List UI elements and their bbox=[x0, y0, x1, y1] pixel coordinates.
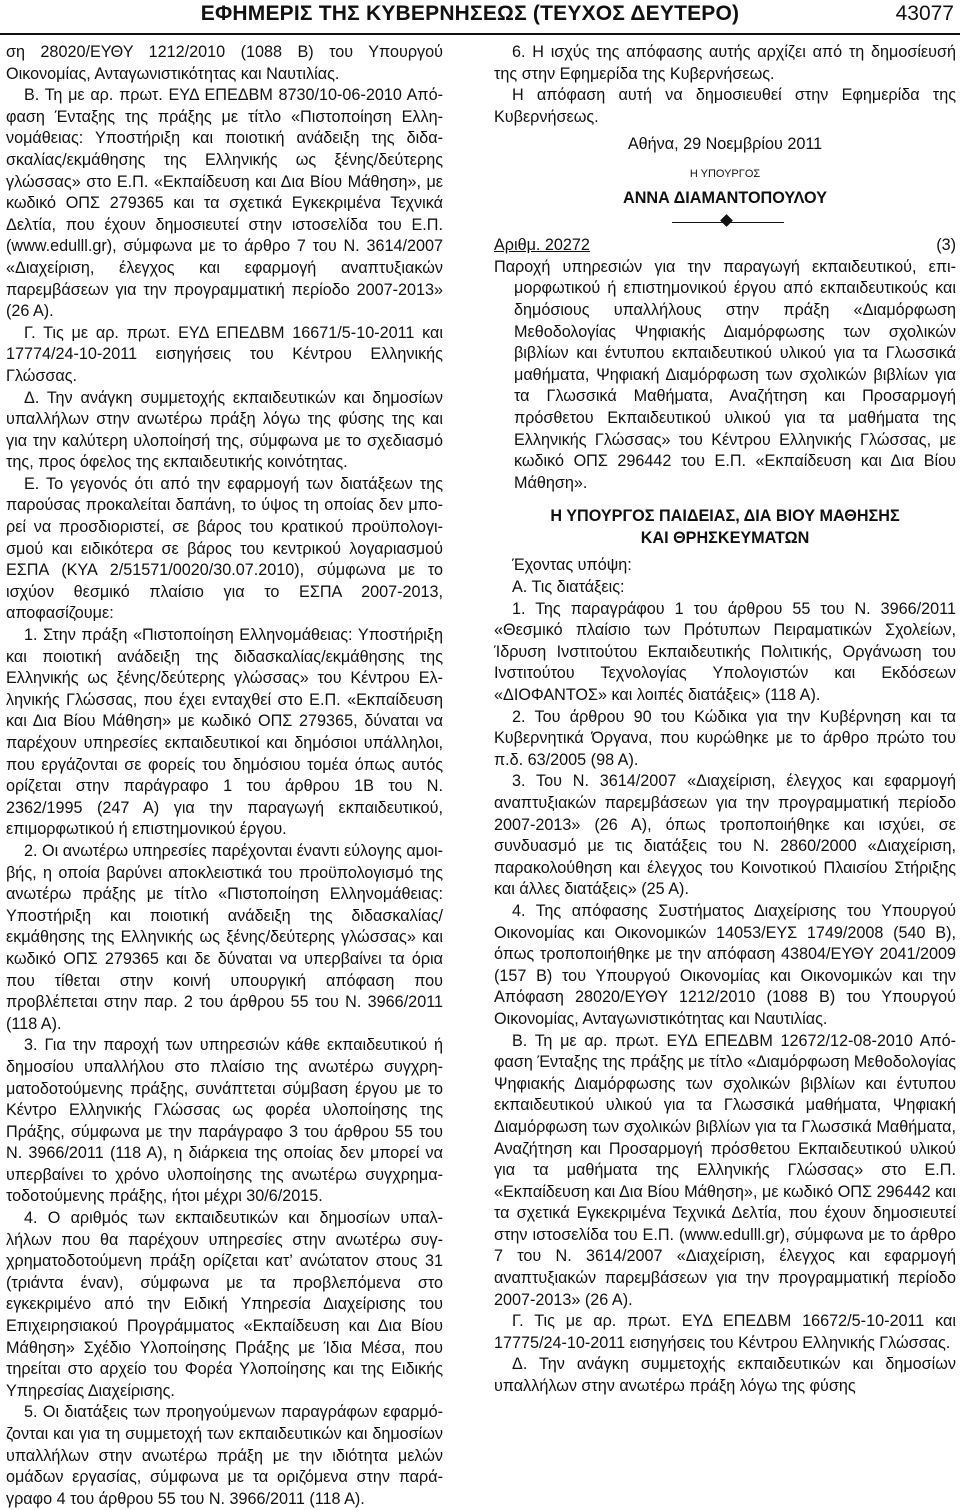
decision-ref: (3) bbox=[936, 236, 956, 255]
paragraph-1: 1. Στην πράξη «Πιστοποίηση Ελληνομάθειας: Υποστήριξη και ποιοτική ανάδειξη της διδασκαλίας/εκμάθησης της Ελληνικής ως ξένης/δεύτερης γλώσσας» του Κέντρου Ελληνικής Γλώσσας, που έχει ενταχθεί στο Ε.Π. «Εκπαίδευση και Δια Βίου Μάθηση» με κωδικό ΟΠΣ 279365, δύναται να παρέχουν υπηρεσίες εκπαιδευτικοί και δημόσιοι υπάλληλοι, που εργάζονται σε φορείς του δημόσιου τομέα όπως αυτός ορίζεται στην παράγραφο 1 του άρθρου 1Β του Ν. 2362/1995 (247 Α) για την παραγωγή εκπαιδευτικού, επιμορφωτικού ή επιστημονικού έργου. bbox=[6, 626, 443, 839]
paragraph-continuation: ση 28020/ΕΥΘΥ 1212/2010 (1088 Β) του Υπουργού Οικονομίας, Ανταγωνιστικότητας και Ναυτιλίας. bbox=[6, 43, 443, 83]
signature-name: ΑΝΝΑ ΔΙΑΜΑΝΤΟΠΟΥΛΟΥ bbox=[623, 188, 827, 207]
section-divider bbox=[494, 211, 956, 233]
decision-title: Παροχή υπηρεσιών για την παραγωγή εκπαιδευτικού, επιμορφωτικού ή επιστημονικού έργου από εκπαιδευτικούς και δημόσιους υπαλλήλους στην πράξη «Διαμόρφωση Μεθοδολογίας Ψηφιακής Διαμόρφωσης των σχολικών βιβλίων και έντυπου εκπαιδευτικού υλικού για τα Γλωσσικά μαθήματα, Ψηφιακή Διαμόρφωση των σχολικών βιβλίων για τα Γλωσσικά Μαθήματα, Αναζήτηση και Προσαρμογή πρόσθετου Εκπαιδευτικού υλικού για τα μαθήματα της Ελληνικής Γλώσσας» του Κέντρου Ελληνικής Γλώσσας, με κωδικό ΟΠΣ 296442 του Ε.Π. «Εκπαίδευση και Δια Βίου Μάθηση». bbox=[494, 257, 956, 492]
provisions-a: Α. Τις διατάξεις: bbox=[512, 578, 625, 597]
signature-place-date: Αθήνα, 29 Νοεμβρίου 2011 bbox=[627, 135, 823, 154]
divider-diamond-icon bbox=[720, 214, 733, 227]
having-regard: Έχοντας υπόψη: bbox=[512, 556, 632, 575]
gazette-title: ΕΦΗΜΕΡΙΣ ΤΗΣ ΚΥΒΕΡΝΗΣΕΩΣ (ΤΕΥΧΟΣ ΔΕΥΤΕΡΟ) bbox=[200, 2, 740, 25]
decision-header bbox=[494, 235, 956, 257]
paragraph-c: Γ. Τις με αρ. πρωτ. ΕΥΔ ΕΠΕΔΒΜ 16671/5-10-2011 και 17774/24-10-2011 εισηγήσεις του Κέντρου Ελληνικής Γλώσσας. bbox=[6, 323, 443, 385]
provision-2: 2. Του άρθρου 90 του Κώδικα για την Κυβέρνηση και τα Κυβερνητικά Όργανα, που κυρώθηκε με το άρθρο πρώτο του π.δ. 63/2005 (98 Α). bbox=[494, 707, 956, 769]
decision-number: Αριθμ. 20272 bbox=[494, 236, 590, 255]
paragraph-4: 4. Ο αριθμός των εκπαιδευτικών και δημοσίων υπαλλήλων που θα παρέχουν υπηρεσίες στην ανωτέρω συγχρηματοδοτούμενη πράξη ορίζεται κατ’ ανώτατον στους 31 (τριάντα έναν), σύμφωνα με τα προβλεπόμενα στο εγκεκριμένο από την Ειδική Υπηρεσία Διαχείρισης του Επιχειρησιακού Προγράμματος «Εκπαίδευση και Δια Βίου Μάθηση» Σχέδιο Υλοποίησης Πράξης με Ίδια Μέσα, που τηρείται στο αρχείο του Φορέα Υλοποίησης και της Ειδικής Υπηρεσίας Διαχείρισης. bbox=[6, 1209, 443, 1400]
paragraph-2: 2. Οι ανωτέρω υπηρεσίες παρέχονται έναντι εύλογης αμοιβής, η οποία βαρύνει αποκλειστικά του προϋπολογισμό της ανωτέρω πράξης με τίτλο «Πιστοποίηση Ελληνομάθειας: Υποστήριξη και ποιοτική ανάδειξη της διδασκαλίας/εκμάθησης της Ελληνικής ως ξένης/δεύτερης γλώσσας» και κωδικό ΟΠΣ 279365 και δε δύναται να υπερβαίνει τα όρια που τίθεται στην κοινή υπουργική απόφαση που προβλέπεται στην παρ. 2 του άρθρου 55 του Ν. 3966/2011 (118 Α). bbox=[6, 841, 443, 1033]
paragraph-d-right: Δ. Την ανάγκη συμμετοχής εκπαιδευτικών και δημοσίων υπαλλήλων στην ανωτέρω πράξη λόγω της φύσης bbox=[494, 1355, 956, 1396]
signature-role: Η ΥΠΟΥΡΓΟΣ bbox=[689, 167, 761, 180]
paragraph-d: Δ. Την ανάγκη συμμετοχής εκπαιδευτικών και δημοσίων υπαλλήλων στην ανωτέρω πράξη λόγω της φύσης της και για την καλύτερη υλοποίησή της, σύμφωνα με το σχεδιασμό της, προς όφελος της εκπαιδευτικής κοινότητας. bbox=[6, 388, 443, 472]
paragraph-e: Ε. Το γεγονός ότι από την εφαρμογή των διατάξεων της παρούσας προκαλείται δαπάνη, το ύψος τη οποίας δεν μπορεί να προσδιοριστεί, σε βάρος του κρατικού προϋπολογισμού και ειδικότερα σε βάρος του κεντρικού λογαριασμού ΕΣΠΑ (ΚΥΑ 2/51571/0020/30.07.2010), σύμφωνα με το ισχύον θεσμικό πλαίσιο για το ΕΣΠΑ 2007-2013, αποφασίζουμε: bbox=[6, 474, 443, 623]
provision-1: 1. Της παραγράφου 1 του άρθρου 55 του Ν. 3966/2011 «Θεσμικό πλαίσιο των Πρότυπων Πειραματικών Σχολείων, Ίδρυση Ινστιτούτου Εκπαιδευτικής Πολιτικής, Οργάνωση του Ινστιτούτου Τεχνολογίας Υπολογιστών και Εκδόσεων «ΔΙΟΦΑΝΤΟΣ» και λοιπές διατάξεις» (118 Α). bbox=[494, 599, 956, 705]
publication-order: Η απόφαση αυτή να δημοσιευθεί στην Εφημερίδα της Κυβερνήσεως. bbox=[494, 86, 956, 126]
paragraph-c-right: Γ. Τις με αρ. πρωτ. ΕΥΔ ΕΠΕΔΒΜ 16672/5-10-2011 και 17775/24-10-2011 εισηγήσεις του Κέντρου Ελληνικής Γλώσσας. bbox=[494, 1312, 956, 1352]
paragraph-6: 6. Η ισχύς της απόφασης αυτής αρχίζει από τη δημοσίευσή της στην Εφημερίδα της Κυβερνήσεως. bbox=[494, 43, 956, 83]
page-number: 43077 bbox=[895, 2, 954, 25]
paragraph-3: 3. Για την παροχή των υπηρεσιών κάθε εκπαιδευτικού ή δημοσίου υπαλλήλου στο πλαίσιο της ανωτέρω συγχρηματοδοτούμενης πράξης, συνάπτεται σύμβαση έργου με το Κέντρο Ελληνικής Γλώσσας ως φορέα υλοποίησης της Πράξης, σύμφωνα με την παράγραφο 3 του άρθρου 55 του Ν. 3966/2011 (118 Α), η διάρκεια της οποίας δεν μπορεί να υπερβαίνει το χρόνο υλοποίησης της ανωτέρω συγχρηματοδοτούμενης πράξης, ήτοι μέχρι 30/6/2015. bbox=[6, 1036, 443, 1206]
minister-heading bbox=[494, 506, 956, 549]
provision-4: 4. Της απόφασης Συστήματος Διαχείρισης του Υπουργού Οικονομίας και Οικονομικών 14053/ΕΥΣ 1749/2008 (540 Β), όπως τροποποιήθηκε με την απόφαση 43804/ΕΥΘΥ 2041/2009 (157 Β) του Υπουργού Οικονομίας και Οικονομικών και την Απόφαση 28020/ΕΥΘΥ 1212/2010 (1088 Β) του Υπουργού Οικονομίας, Ανταγωνιστικότητας και Ναυτιλίας. bbox=[494, 901, 956, 1028]
paragraph-b-right: Β. Τη με αρ. πρωτ. ΕΥΔ ΕΠΕΔΒΜ 12672/12-08-2010 Απόφαση Ένταξης της πράξης με τίτλο «Διαμόρφωση Μεθοδολογίας Ψηφιακής Διαμόρφωσης των σχολικών βιβλίων και έντυπου εκπαιδευτικού υλικού για τα Γλωσσικά μαθήματα, Ψηφιακή Διαμόρφωση των σχολικών βιβλίων για τα Γλωσσικά Μαθήματα, Αναζήτηση και Προσαρμογή πρόσθετου Εκπαιδευτικού υλικού για τα μαθήματα της Ελληνικής Γλώσσας» στο Ε.Π. «Εκπαίδευση και Δια Βίου Μάθηση», με κωδικό ΟΠΣ 296442 και τα σχετικά Εγκεκριμένα Τεχνικά Δελτία, που έχουν δημοσιευτεί στην ιστοσελίδα του Ε.Π. (www.edulll.gr), σύμφωνα με το άρθρο 7 του Ν. 3614/2007 «Διαχείριση, έλεγχος και εφαρμογή αναπτυξιακών παρεμβάσεων για την προγραμματική περίοδο 2007-2013» (26 Α). bbox=[494, 1031, 957, 1309]
minister-heading-line-2: ΚΑΙ ΘΡΗΣΚΕΥΜΑΤΩΝ bbox=[640, 528, 810, 547]
page-header bbox=[0, 0, 960, 36]
paragraph-b: Β. Τη με αρ. πρωτ. ΕΥΔ ΕΠΕΔΒΜ 8730/10-06-2010 Απόφαση Ένταξης της πράξης με τίτλο «Πιστοποίηση Ελληνομάθειας: Υποστήριξη και ποιοτική ανάδειξη της διδασκαλίας/εκμάθησης της Ελληνικής ως ξένης/δεύτερης γλώσσας» στο Ε.Π. «Εκπαίδευση και Δια Βίου Μάθηση», με κωδικό ΟΠΣ 279365 και τα σχετικά Εγκεκριμένα Τεχνικά Δελτία, που έχουν δημοσιευτεί στην ιστοσελίδα του Ε.Π. (www.edulll.gr), σύμφωνα με το άρθρο 7 του Ν. 3614/2007 «Διαχείριση, έλεγχος και εφαρμογή αναπτυξιακών παρεμβάσεων για την προγραμματική περίοδο 2007-2013» (26 Α). bbox=[6, 86, 443, 321]
minister-heading-line-1: Η ΥΠΟΥΡΓΟΣ ΠΑΙΔΕΙΑΣ, ΔΙΑ ΒΙΟΥ ΜΑΘΗΣΗΣ bbox=[550, 507, 900, 526]
right-column bbox=[494, 42, 956, 1398]
header-rule bbox=[0, 33, 960, 35]
left-column bbox=[6, 42, 443, 1510]
provision-3: 3. Του Ν. 3614/2007 «Διαχείριση, έλεγχος και εφαρμογή αναπτυξιακών παρεμβάσεων για την προγραμματική περίοδο 2007-2013» (26 Α), όπως τροποποιήθηκε και ισχύει, σε συνδυασμό με τις διατάξεις του Ν. 2860/2000 «Διαχείριση, παρακολούθηση και έλεγχος του Κοινοτικού Πλαισίου Στήριξης και άλλες διατάξεις» (25 Α). bbox=[494, 772, 956, 899]
paragraph-5: 5. Οι διατάξεις των προηγούμενων παραγράφων εφαρμόζονται και για τη συμμετοχή των εκπαιδευτικών και δημοσίων υπαλλήλων στην ανωτέρω πράξη με την ιδιότητα μελών ομάδων εργασίας, σύμφωνα με τα οριζόμενα στην παράγραφο 4 του άρθρου 55 του Ν. 3966/2011 (118 Α). bbox=[6, 1403, 443, 1508]
